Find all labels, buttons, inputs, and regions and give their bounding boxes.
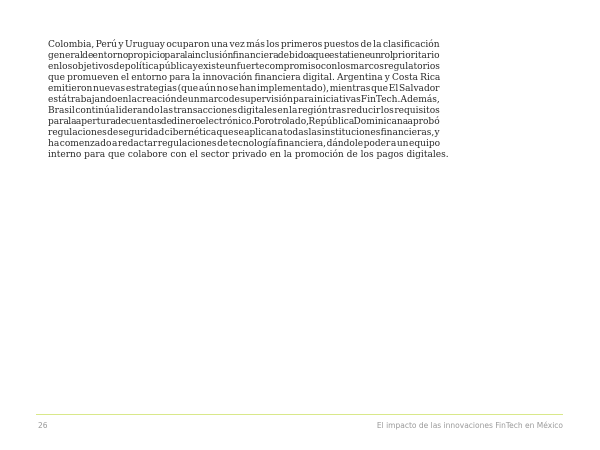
- page-number: 26: [38, 421, 48, 430]
- paragraph-line: emitieron nuevas estrategias (que aún no se han implementado), mientras que El Salvador: [48, 84, 440, 95]
- paragraph-line: general de entorno propicio para la inclusión financiera debido a que esta tiene un rol prioritario: [48, 51, 440, 62]
- paragraph-line: está trabajando en la creación de un marco de supervisión para iniciativas FinTech. Además,: [48, 95, 440, 106]
- paragraph-line: regulaciones de seguridad cibernética que se aplican a todas las instituciones financieras, y: [48, 128, 440, 139]
- paragraph-line: Brasil continúa liderando las transacciones digitales en la región tras reducir los requisitos: [48, 106, 440, 117]
- paragraph-line: Colombia, Perú y Uruguay ocuparon una vez más los primeros puestos de la clasificación: [48, 40, 440, 50]
- paragraph-line: en los objetivos de política pública y existe un fuerte compromiso con los marcos regulatorios: [48, 62, 440, 73]
- paragraph-line: para la apertura de cuentas de dinero electrónico. Por otro lado, República Dominicana aprobó: [48, 117, 440, 128]
- footer-divider: [36, 414, 563, 415]
- running-footer-title: El impacto de las innovaciones FinTech en México: [376, 421, 563, 430]
- paragraph-line: ha comenzado a redactar regulaciones de tecnología financiera, dándole poder a un equipo: [48, 139, 441, 150]
- body-paragraph: [48, 40, 449, 162]
- paragraph-line: interno para que colabore con el sector privado en la promoción de los pagos digitales.: [48, 150, 449, 161]
- paragraph-line: que promueven el entorno para la innovación financiera digital. Argentina y Costa Rica: [48, 73, 441, 84]
